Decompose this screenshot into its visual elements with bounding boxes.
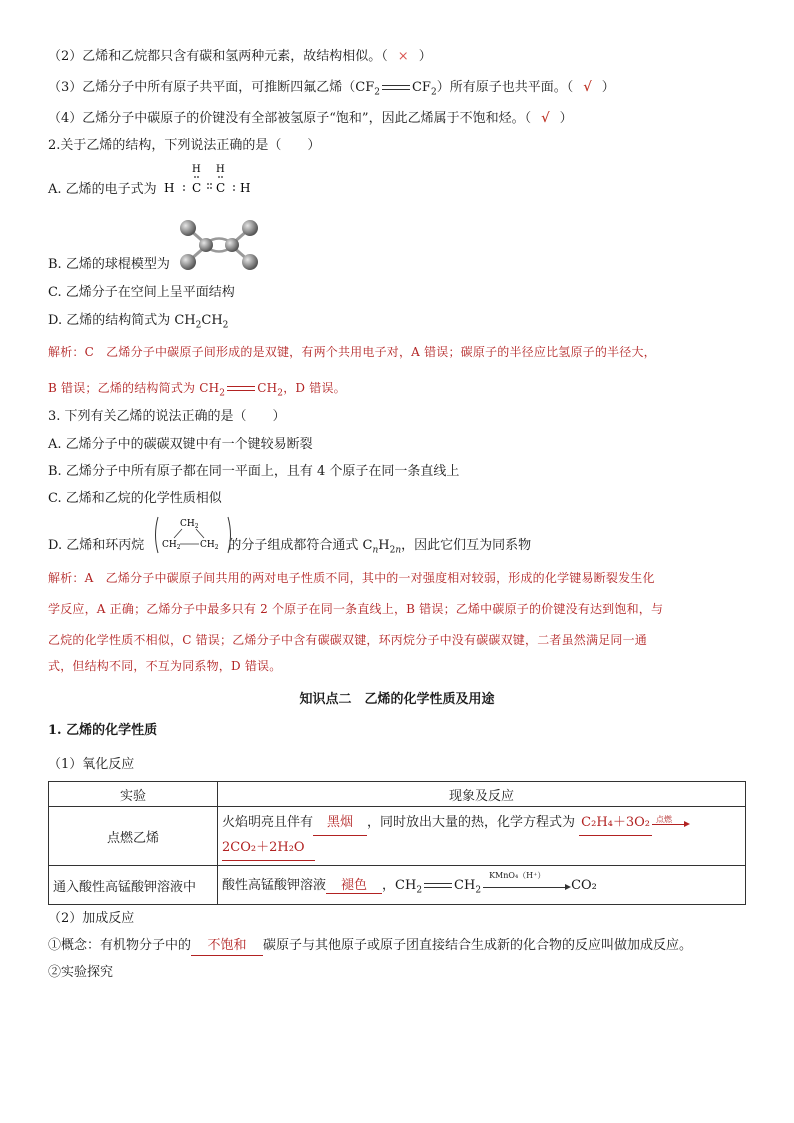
double-bond-icon <box>227 384 255 394</box>
ball-stick-model-image <box>176 218 262 272</box>
q2-option-a <box>48 181 157 199</box>
q1-item3-end: ） <box>601 80 615 95</box>
electron-formula-diagram <box>162 160 252 204</box>
q3-option-c: C. 乙烯和乙烷的化学性质相似 <box>48 491 222 506</box>
cyclopropane-diagram <box>152 515 234 555</box>
answer-blank-products: 2CO₂＋2H₂O <box>222 836 315 861</box>
subscript: 2 <box>222 320 229 331</box>
q1-item2-text: （2）乙烯和乙烷都只含有碳和氢两种元素，故结构相似。（ <box>48 49 388 64</box>
table-header-row <box>49 782 746 807</box>
q1-item4-end: ） <box>559 111 573 126</box>
double-bond-icon <box>382 83 410 93</box>
q3-option-d-text-b: 的分子组成都符合通式 C <box>228 538 373 553</box>
q3-analysis-line4: 式，但结构不同，不互为同系物，D 错误。 <box>48 659 282 673</box>
table-row <box>49 866 746 905</box>
q1-item2 <box>48 48 432 66</box>
q2-option-a-text: A. 乙烯的电子式为 <box>48 182 157 197</box>
lewis-h-top-right: H <box>216 164 225 175</box>
subscript: n <box>372 545 379 556</box>
q3-analysis-line1: 解析：A 乙烯分子中碳原子间共用的两对电子性质不同，其中的一对强度相对较弱，形成的化学键易断裂发生化 <box>48 571 655 585</box>
electron-dots <box>183 176 235 191</box>
q1-item3-text-b: CF <box>411 80 431 95</box>
q2-option-d <box>48 312 228 335</box>
experiment-explore: ②实验探究 <box>48 965 114 980</box>
row2-text-b: ，CH <box>382 878 417 894</box>
q2-analysis-line1: 解析：C 乙烯分子中碳原子间形成的是双键，有两个共用电子对，A 错误；碳原子的半径应比氢原子的半径大， <box>48 345 656 359</box>
q3-option-d <box>48 537 531 560</box>
concept-text-b: 碳原子与其他原子或原子团直接结合生成新的化合物的反应叫做加成反应。 <box>263 938 693 953</box>
q2-analysis-line2 <box>48 379 346 402</box>
table-cell-kmno4: 通入酸性高锰酸钾溶液中 <box>49 866 218 905</box>
reaction-arrow-icon <box>652 816 690 830</box>
row1-text-b: ，同时放出大量的热，化学方程式为 <box>367 815 576 830</box>
subsection-heading: 1. 乙烯的化学性质 <box>48 723 158 738</box>
q2-stem: 2.关于乙烯的结构，下列说法正确的是（ ） <box>48 138 321 153</box>
table-row <box>49 807 746 866</box>
lewis-h-right: H <box>240 181 251 195</box>
q3-option-a: A. 乙烯分子中的碳碳双键中有一个键较易断裂 <box>48 437 313 452</box>
subscript: 2 <box>195 320 202 331</box>
q1-item4 <box>48 110 573 128</box>
addition-heading: （2）加成反应 <box>48 911 135 926</box>
q1-item2-end: ） <box>418 49 432 64</box>
q3-option-d-text: D. 乙烯和环丙烷 <box>48 538 145 553</box>
q2-analysis-text-c: ，D 错误。 <box>283 381 346 395</box>
answer-blank-smoke: 黑烟 <box>313 811 367 836</box>
ring-ch2-top: $CH_2$ <box>180 519 199 530</box>
check-mark-icon: √ <box>541 111 550 126</box>
wrong-mark-icon: × <box>397 49 409 64</box>
q3-analysis-line2: 学反应，A 正确；乙烯分子中最多只有 2 个原子在同一条直线上，B 错误；乙烯中碳原子的价键没有达到饱和，与 <box>48 602 664 616</box>
q3-option-d-text-d: ，因此它们互为同系物 <box>401 538 532 553</box>
oxidation-table <box>48 781 746 905</box>
answer-blank-unsaturated: 不饱和 <box>191 937 263 956</box>
addition-concept <box>48 937 692 956</box>
row2-text-a: 酸性高锰酸钾溶液 <box>222 878 327 894</box>
subscript: 2 <box>430 87 437 98</box>
table-cell-burn-result <box>218 807 746 866</box>
subscript: 2 <box>277 388 284 399</box>
q2-analysis-text-b: CH <box>257 381 278 395</box>
subscript: 2 <box>219 388 226 399</box>
ring-ch2-left: $CH_2$ <box>162 540 181 551</box>
ring-ch2-right: $CH_2$ <box>200 540 219 551</box>
q2-analysis-text-a: B 错误；乙烯的结构简式为 CH <box>48 381 220 395</box>
table-cell-burn: 点燃乙烯 <box>49 807 218 866</box>
lewis-c-right: C <box>216 181 226 195</box>
subscript: 2 <box>416 885 423 896</box>
row2-text-c: CH <box>454 878 476 894</box>
q1-item3-text: （3）乙烯分子中所有原子共平面，可推断四氟乙烯（CF <box>48 80 375 95</box>
reaction-arrow-icon <box>481 870 571 894</box>
check-mark-icon: √ <box>583 80 592 95</box>
lewis-c-left: C <box>192 181 202 195</box>
q3-option-d-text-c: H <box>378 538 390 553</box>
answer-blank-decolor: 褪色 <box>326 874 382 894</box>
q2-option-b: B. 乙烯的球棍模型为 <box>48 257 170 272</box>
section-title: 知识点二 乙烯的化学性质及用途 <box>299 692 495 707</box>
lewis-h-left: H <box>164 181 175 195</box>
subscript: 2 <box>374 87 380 98</box>
double-bond-icon <box>424 881 452 891</box>
q2-option-c: C. 乙烯分子在空间上呈平面结构 <box>48 285 235 300</box>
table-header-experiment: 实验 <box>49 782 218 807</box>
oxidation-heading: （1）氧化反应 <box>48 757 135 772</box>
q3-stem: 3. 下列有关乙烯的说法正确的是（ ） <box>48 409 286 424</box>
row1-text-a: 火焰明亮且伴有 <box>222 815 314 830</box>
condition-label: 点燃 <box>656 814 673 824</box>
subscript: 2 <box>475 885 482 896</box>
condition-label: KMnO₄（H⁺） <box>489 870 546 880</box>
subscript: 2n <box>389 545 402 556</box>
equation-reactants: C₂H₄＋3O₂ <box>581 815 651 830</box>
q1-item3-text-c: ）所有原子也共平面。（ <box>436 80 574 95</box>
answer-blank-equation <box>579 811 652 836</box>
q1-item3 <box>48 79 615 102</box>
q2-option-d-text-b: CH <box>201 313 223 328</box>
q2-option-d-text: D. 乙烯的结构简式为 CH <box>48 313 196 328</box>
table-header-phenomenon: 现象及反应 <box>218 782 746 807</box>
q3-analysis-line3: 乙烷的化学性质不相似，C 错误；乙烯分子中含有碳碳双键，环丙烷分子中没有碳碳双键，二者虽然满足同一通 <box>48 633 648 647</box>
q1-item4-text: （4）乙烯分子中碳原子的价键没有全部被氢原子“饱和”，因此乙烯属于不饱和烃。（ <box>48 111 532 126</box>
lewis-h-top-left: H <box>192 164 201 175</box>
table-cell-kmno4-result <box>218 866 746 905</box>
row2-product: CO₂ <box>571 878 597 894</box>
q3-option-b: B. 乙烯分子中所有原子都在同一平面上，且有 4 个原子在同一条直线上 <box>48 464 460 479</box>
concept-text-a: ①概念：有机物分子中的 <box>48 938 192 953</box>
